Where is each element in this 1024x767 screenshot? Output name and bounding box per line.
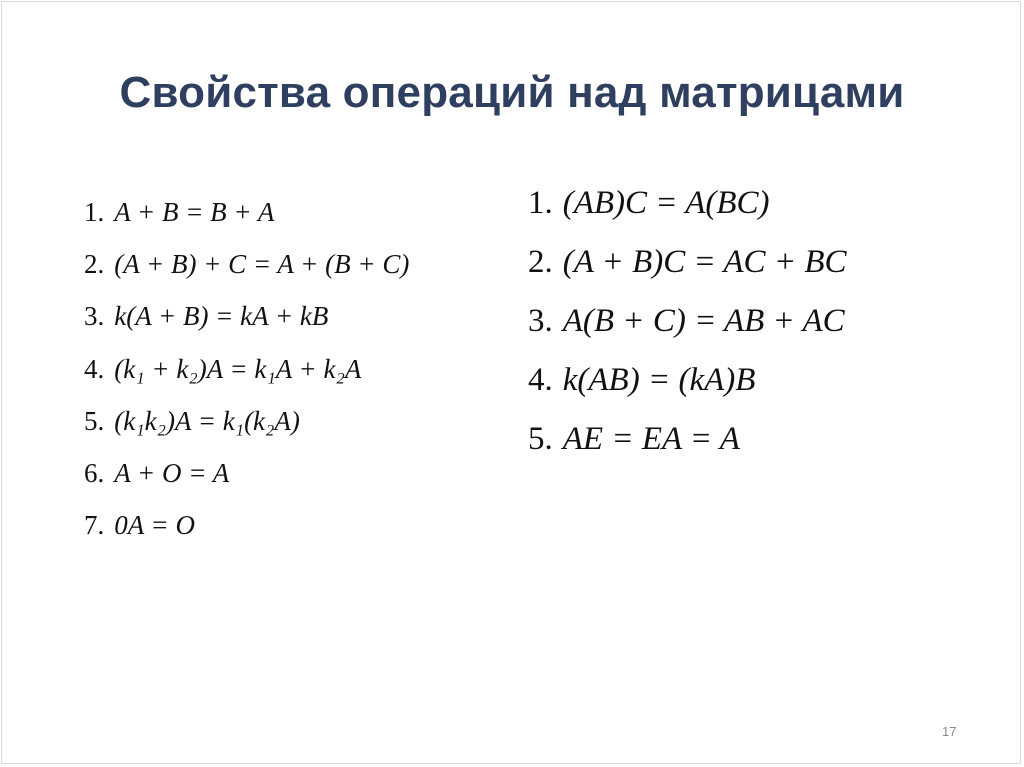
right-properties-list (528, 174, 847, 469)
left-property-7-formula: 0A = O (114, 510, 195, 541)
left-property-1-formula: A + B = B + A (114, 197, 275, 227)
right-property-4-number: 4. (528, 362, 553, 398)
left-property-5-number: 5. (84, 405, 105, 436)
right-property-3 (528, 292, 847, 351)
left-property-4-formula: (k₁ + k₂)A = k₁A + k₂A (114, 353, 362, 384)
right-property-1-formula: (AB)C = A(BC) (562, 185, 770, 221)
right-property-2-formula: (A + B)C = AC + BC (562, 244, 847, 280)
left-property-4 (84, 343, 409, 395)
left-property-1 (84, 186, 409, 238)
left-property-2 (84, 238, 409, 290)
left-property-1-number: 1. (84, 197, 105, 227)
slide-title: Свойства операций над матрицами (119, 68, 905, 117)
left-property-7-number: 7. (84, 510, 105, 541)
right-property-5-formula: AE = EA = A (562, 421, 740, 457)
left-property-2-formula: (A + B) + C = A + (B + C) (114, 249, 410, 280)
right-property-2 (528, 233, 847, 292)
left-property-5 (84, 395, 409, 447)
left-property-3-number: 3. (84, 301, 105, 332)
right-property-5-number: 5. (528, 421, 553, 457)
right-property-3-formula: A(B + C) = AB + AC (562, 303, 845, 339)
right-property-4 (528, 351, 847, 410)
left-property-2-number: 2. (84, 249, 105, 280)
page-number: 17 (942, 724, 957, 739)
right-property-5 (528, 410, 847, 469)
left-property-6 (84, 447, 409, 499)
right-property-3-number: 3. (528, 303, 553, 339)
right-property-2-number: 2. (528, 244, 553, 280)
left-property-7 (84, 499, 409, 551)
left-property-5-formula: (k₁k₂)A = k₁(k₂A) (114, 405, 300, 436)
left-property-6-number: 6. (84, 457, 105, 488)
left-properties-list (84, 186, 409, 551)
right-property-4-formula: k(AB) = (kA)B (562, 362, 756, 398)
left-property-4-number: 4. (84, 353, 105, 384)
left-property-3-formula: k(A + B) = kA + kB (114, 301, 329, 332)
left-property-6-formula: A + O = A (114, 457, 230, 488)
right-property-1-number: 1. (528, 185, 553, 221)
right-property-1 (528, 174, 847, 233)
left-property-3 (84, 290, 409, 342)
